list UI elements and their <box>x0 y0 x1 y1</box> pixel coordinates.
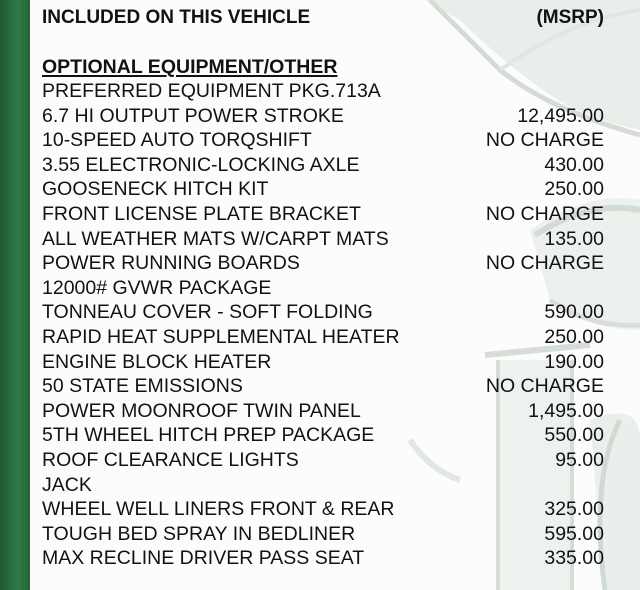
equipment-label: TOUGH BED SPRAY IN BEDLINER <box>42 522 356 545</box>
section-title: OPTIONAL EQUIPMENT/OTHER <box>42 56 338 78</box>
equipment-label: 6.7 HI OUTPUT POWER STROKE <box>42 104 344 127</box>
equipment-label: GOOSENECK HITCH KIT <box>42 178 269 201</box>
equipment-row <box>42 104 604 128</box>
equipment-row <box>42 473 604 497</box>
equipment-row <box>42 128 604 152</box>
equipment-price: 95.00 <box>555 449 604 471</box>
equipment-row <box>42 177 604 201</box>
equipment-label: POWER MOONROOF TWIN PANEL <box>42 399 361 422</box>
equipment-row <box>42 251 604 275</box>
equipment-label: JACK <box>42 473 92 496</box>
equipment-label: PREFERRED EQUIPMENT PKG.713A <box>42 80 381 102</box>
equipment-price: 325.00 <box>544 498 604 521</box>
equipment-label: 12000# GVWR PACKAGE <box>42 276 272 299</box>
equipment-price: 190.00 <box>544 350 604 373</box>
equipment-row <box>42 350 604 374</box>
equipment-row <box>42 546 604 570</box>
equipment-label: FRONT LICENSE PLATE BRACKET <box>42 203 361 225</box>
equipment-price: 590.00 <box>544 301 604 324</box>
equipment-label: ROOF CLEARANCE LIGHTS <box>42 449 299 471</box>
equipment-label: 10-SPEED AUTO TORQSHIFT <box>42 129 312 152</box>
equipment-row <box>42 448 604 472</box>
sticker-content <box>30 0 640 590</box>
equipment-label: RAPID HEAT SUPPLEMENTAL HEATER <box>42 326 400 348</box>
equipment-row <box>42 202 604 226</box>
equipment-price: 12,495.00 <box>517 104 604 127</box>
equipment-label: 3.55 ELECTRONIC-LOCKING AXLE <box>42 153 360 176</box>
section-title-row <box>42 55 604 79</box>
equipment-label: POWER RUNNING BOARDS <box>42 252 300 275</box>
equipment-price: 250.00 <box>544 178 604 201</box>
equipment-row <box>42 399 604 423</box>
header-row <box>42 6 604 30</box>
equipment-row <box>42 276 604 300</box>
equipment-row <box>42 423 604 447</box>
equipment-price: NO CHARGE <box>485 203 604 225</box>
equipment-row <box>42 79 604 103</box>
equipment-row <box>42 325 604 349</box>
left-green-stripe <box>0 0 30 590</box>
equipment-price: 250.00 <box>544 326 604 348</box>
header-price-column: (MSRP) <box>536 7 604 28</box>
equipment-label: TONNEAU COVER - SOFT FOLDING <box>42 301 373 324</box>
equipment-price: 430.00 <box>544 153 604 176</box>
equipment-price: 335.00 <box>544 547 604 570</box>
equipment-price: 595.00 <box>544 522 604 545</box>
equipment-label: 50 STATE EMISSIONS <box>42 375 243 398</box>
equipment-label: ALL WEATHER MATS W/CARPT MATS <box>42 227 389 250</box>
equipment-label: ENGINE BLOCK HEATER <box>42 350 272 373</box>
header-title: INCLUDED ON THIS VEHICLE <box>42 7 311 28</box>
equipment-row <box>42 300 604 324</box>
equipment-row <box>42 153 604 177</box>
equipment-label: 5TH WHEEL HITCH PREP PACKAGE <box>42 424 375 447</box>
equipment-row <box>42 227 604 251</box>
equipment-price: NO CHARGE <box>485 375 604 398</box>
equipment-price: 135.00 <box>544 227 604 250</box>
equipment-price: 550.00 <box>544 424 604 447</box>
equipment-label: WHEEL WELL LINERS FRONT & REAR <box>42 498 395 521</box>
equipment-price: NO CHARGE <box>485 252 604 275</box>
window-sticker-sheet <box>30 0 640 590</box>
equipment-row <box>42 374 604 398</box>
equipment-label: MAX RECLINE DRIVER PASS SEAT <box>42 547 365 570</box>
equipment-price: NO CHARGE <box>485 129 604 152</box>
equipment-row <box>42 522 604 546</box>
equipment-price: 1,495.00 <box>528 399 604 422</box>
equipment-row <box>42 497 604 521</box>
